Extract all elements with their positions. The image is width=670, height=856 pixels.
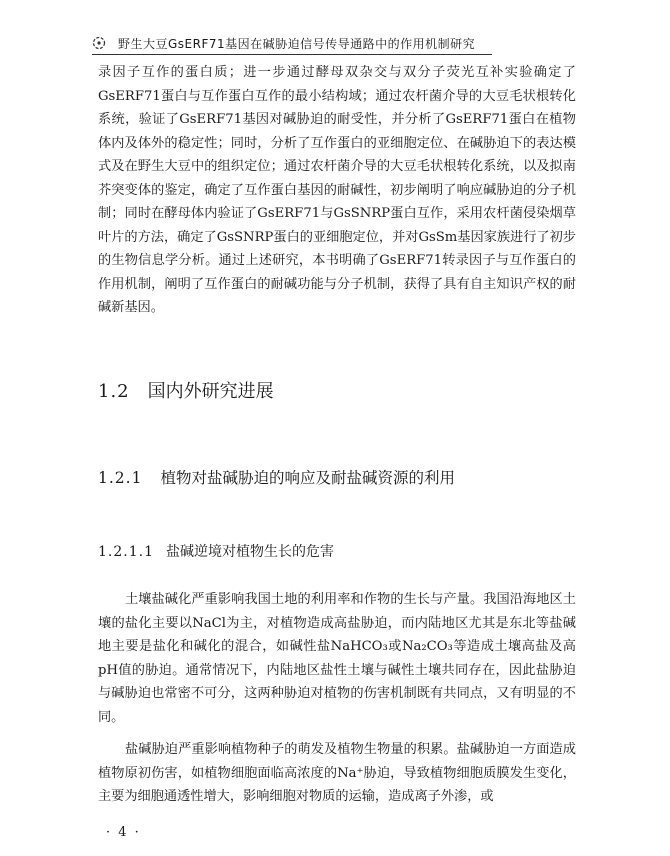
section-heading-1-2	[98, 377, 274, 403]
intro-paragraph: 录因子互作的蛋白质；进一步通过酵母双杂交与双分子荧光互补实验确定了GsERF71蛋白与互作蛋白互作的最小结构域；通过农杆菌介导的大豆毛状根转化系统，验证了GsERF71基因对碱胁迫的耐受性，并分析了GsERF71蛋白在植物体内及体外的稳定性；同时，分析了互作蛋白的亚细胞定位、在碱胁迫下的表达模式及在野生大豆中的组织定位；通过农杆菌介导的大豆毛状根转化系统，以及拟南芥突变体的鉴定，确定了互作蛋白基因的耐碱性，初步阐明了响应碱胁迫的分子机制；同时在酵母体内验证了GsERF71与GsSNRP蛋白互作，采用农杆菌侵染烟草叶片的方法，确定了GsSNRP蛋白的亚细胞定位，并对GsSm基因家族进行了初步的生物信息学分析。通过上述研究，本书明确了GsERF71转录因子与互作蛋白的作用机制，阐明了互作蛋白的耐碱功能与分子机制，获得了具有自主知识产权的耐碱新基因。	[98, 65, 576, 315]
section-number: 1.2	[98, 381, 130, 402]
section-heading-1-2-1-1	[98, 541, 334, 561]
subsubsection-number: 1.2.1.1	[98, 544, 154, 560]
section-heading-1-2-1	[98, 466, 455, 488]
subsubsection-title: 盐碱逆境对植物生长的危害	[165, 544, 334, 560]
book-ornament-icon	[92, 36, 106, 50]
subsection-number: 1.2.1	[98, 469, 143, 487]
running-header	[92, 34, 492, 55]
subsection-title: 植物对盐碱胁迫的响应及耐盐碱资源的利用	[160, 469, 455, 487]
page-number: · 4 ·	[106, 825, 141, 840]
body-paragraph-1: 土壤盐碱化严重影响我国土地的利用率和作物的生长与产量。我国沿海地区土壤的盐化主要以NaCl为主，对植物造成高盐胁迫，而内陆地区尤其是东北等盐碱地主要是盐化和碱化的混合，如碱性盐NaHCO₃或Na₂CO₃等造成土壤高盐及高pH值的胁迫。通常情况下，内陆地区盐性土壤与碱性土壤共同存在，因此盐胁迫与碱胁迫也常密不可分，这两种胁迫对植物的伤害机制既有共同点，又有明显的不同。	[98, 592, 576, 725]
body-paragraph-2: 盐碱胁迫严重影响植物种子的萌发及植物生物量的积累。盐碱胁迫一方面造成植物原初伤害，如植物细胞面临高浓度的Na⁺胁迫，导致植物细胞质膜发生变化，主要为细胞通透性增大，影响细胞对物质的运输，造成离子外渗，或	[98, 742, 576, 804]
section-title: 国内外研究进展	[147, 381, 274, 402]
running-title: 野生大豆GsERF71基因在碱胁迫信号传导通路中的作用机制研究	[118, 37, 476, 51]
